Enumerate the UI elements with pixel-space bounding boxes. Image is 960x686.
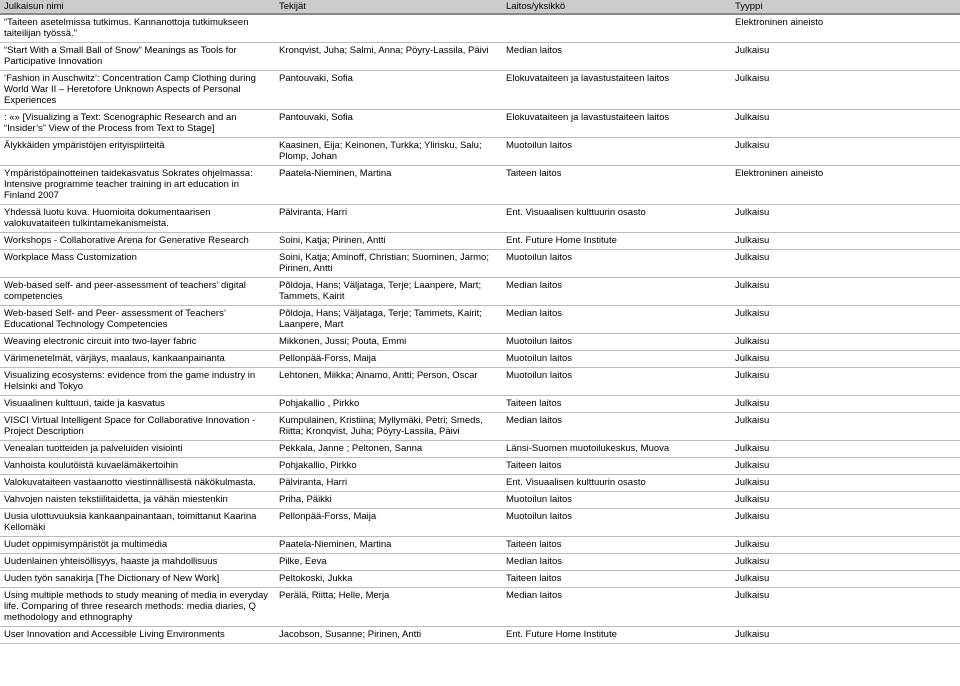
cell-department: Taiteen laitos xyxy=(502,458,731,475)
header-title[interactable]: Julkaisun nimi xyxy=(0,0,275,14)
cell-title[interactable]: Venealan tuotteiden ja palveluiden visiointi xyxy=(0,441,275,458)
cell-authors: Pekkala, Janne ; Peltonen, Sanna xyxy=(275,441,502,458)
cell-type: Julkaisu xyxy=(731,43,960,71)
cell-authors: Perälä, Riitta; Helle, Merja xyxy=(275,588,502,627)
table-row[interactable] xyxy=(0,14,960,43)
cell-authors: Kronqvist, Juha; Salmi, Anna; Pöyry-Lassila, Päivi xyxy=(275,43,502,71)
cell-type: Julkaisu xyxy=(731,396,960,413)
table-row[interactable] xyxy=(0,205,960,233)
cell-type: Julkaisu xyxy=(731,233,960,250)
table-row[interactable] xyxy=(0,492,960,509)
cell-authors: Pälviranta, Harri xyxy=(275,475,502,492)
table-row[interactable] xyxy=(0,334,960,351)
cell-title[interactable]: “Taiteen asetelmissa tutkimus. Kannanottoja tutkimukseen taiteilijan työssä.” xyxy=(0,14,275,43)
cell-title[interactable]: Värimenetelmät, värjäys, maalaus, kankaanpainanta xyxy=(0,351,275,368)
table-header xyxy=(0,0,960,14)
cell-type: Julkaisu xyxy=(731,458,960,475)
cell-title[interactable]: Uuden työn sanakirja [The Dictionary of New Work] xyxy=(0,571,275,588)
cell-title[interactable]: Visualizing ecosystems: evidence from the game industry in Helsinki and Tokyo xyxy=(0,368,275,396)
cell-department: Ent. Future Home Institute xyxy=(502,233,731,250)
cell-authors: Põldoja, Hans; Väljataga, Terje; Laanpere, Mart; Tammets, Kairit xyxy=(275,278,502,306)
table-row[interactable] xyxy=(0,278,960,306)
cell-title[interactable]: Ympäristöpainotteinen taidekasvatus Sokrates ohjelmassa: Intensive programme teacher training in art education in Finland 2007 xyxy=(0,166,275,205)
cell-authors: Soini, Katja; Aminoff, Christian; Suominen, Jarmo; Pirinen, Antti xyxy=(275,250,502,278)
table-row[interactable] xyxy=(0,554,960,571)
cell-type: Julkaisu xyxy=(731,306,960,334)
table-row[interactable] xyxy=(0,458,960,475)
cell-department: Muotoilun laitos xyxy=(502,351,731,368)
cell-department: Taiteen laitos xyxy=(502,166,731,205)
cell-title[interactable]: Workshops - Collaborative Arena for Generative Research xyxy=(0,233,275,250)
header-row xyxy=(0,0,960,14)
cell-department: Median laitos xyxy=(502,588,731,627)
cell-authors: Paatela-Nieminen, Martina xyxy=(275,166,502,205)
cell-department: Muotoilun laitos xyxy=(502,250,731,278)
table-row[interactable] xyxy=(0,368,960,396)
cell-type: Julkaisu xyxy=(731,537,960,554)
cell-title[interactable]: User Innovation and Accessible Living Environments xyxy=(0,627,275,644)
cell-type: Julkaisu xyxy=(731,368,960,396)
cell-type: Elektroninen aineisto xyxy=(731,166,960,205)
table-row[interactable] xyxy=(0,509,960,537)
cell-authors: Jacobson, Susanne; Pirinen, Antti xyxy=(275,627,502,644)
cell-type: Julkaisu xyxy=(731,441,960,458)
cell-type: Julkaisu xyxy=(731,110,960,138)
cell-department: Taiteen laitos xyxy=(502,537,731,554)
cell-title[interactable]: Vahvojen naisten tekstiilitaidetta, ja vähän miestenkin xyxy=(0,492,275,509)
cell-title[interactable]: Web-based Self- and Peer- assessment of Teachers’ Educational Technology Competencies xyxy=(0,306,275,334)
table-row[interactable] xyxy=(0,627,960,644)
table-row[interactable] xyxy=(0,43,960,71)
table-row[interactable] xyxy=(0,233,960,250)
cell-title[interactable]: : «» [Visualizing a Text: Scenographic Research and an “Insider’s” View of the Process from Text to Stage] xyxy=(0,110,275,138)
cell-department: Elokuvataiteen ja lavastustaiteen laitos xyxy=(502,110,731,138)
cell-title[interactable]: Web-based self- and peer-assessment of teachers’ digital competencies xyxy=(0,278,275,306)
cell-title[interactable]: Weaving electronic circuit into two-layer fabric xyxy=(0,334,275,351)
cell-authors: Kaasinen, Eija; Keinonen, Turkka; Ylirisku, Salu; Plomp, Johan xyxy=(275,138,502,166)
table-row[interactable] xyxy=(0,306,960,334)
cell-type: Julkaisu xyxy=(731,334,960,351)
cell-authors: Soini, Katja; Pirinen, Antti xyxy=(275,233,502,250)
cell-authors: Kumpulainen, Kristiina; Myllymäki, Petri; Smeds, Riitta; Kronqvist, Juha; Pöyry-Lassila, Päivi xyxy=(275,413,502,441)
cell-type: Julkaisu xyxy=(731,509,960,537)
cell-type: Julkaisu xyxy=(731,71,960,110)
cell-authors: Pohjakallio, Pirkko xyxy=(275,458,502,475)
cell-title[interactable]: Uudet oppimisympäristöt ja multimedia xyxy=(0,537,275,554)
cell-title[interactable]: Yhdessä luotu kuva. Huomioita dokumentaarisen valokuvataiteen tulkintamekanismeista. xyxy=(0,205,275,233)
table-row[interactable] xyxy=(0,413,960,441)
cell-department: Muotoilun laitos xyxy=(502,509,731,537)
cell-department xyxy=(502,14,731,43)
table-row[interactable] xyxy=(0,475,960,492)
cell-type: Julkaisu xyxy=(731,413,960,441)
cell-title[interactable]: Valokuvataiteen vastaanotto viestinnällisestä näkökulmasta. xyxy=(0,475,275,492)
table-body xyxy=(0,14,960,644)
cell-department: Ent. Future Home Institute xyxy=(502,627,731,644)
cell-authors: Peltokoski, Jukka xyxy=(275,571,502,588)
cell-type: Julkaisu xyxy=(731,205,960,233)
cell-type: Julkaisu xyxy=(731,627,960,644)
table-row[interactable] xyxy=(0,110,960,138)
cell-title[interactable]: Workplace Mass Customization xyxy=(0,250,275,278)
cell-department: Ent. Visuaalisen kulttuurin osasto xyxy=(502,205,731,233)
cell-authors: Lehtonen, Miikka; Ainamo, Antti; Person, Oscar xyxy=(275,368,502,396)
cell-authors: Pälviranta, Harri xyxy=(275,205,502,233)
cell-department: Median laitos xyxy=(502,278,731,306)
cell-authors: Pilke, Eeva xyxy=(275,554,502,571)
cell-title[interactable]: VISCI Virtual Intelligent Space for Collaborative Innovation - Project Description xyxy=(0,413,275,441)
cell-type: Julkaisu xyxy=(731,138,960,166)
cell-type: Julkaisu xyxy=(731,278,960,306)
cell-authors: Pantouvaki, Sofia xyxy=(275,71,502,110)
table-row[interactable] xyxy=(0,537,960,554)
cell-authors: Mikkonen, Jussi; Pouta, Emmi xyxy=(275,334,502,351)
cell-department: Taiteen laitos xyxy=(502,396,731,413)
cell-title[interactable]: “Start With a Small Ball of Snow” Meanings as Tools for Participative Innovation xyxy=(0,43,275,71)
cell-authors: Paatela-Nieminen, Martina xyxy=(275,537,502,554)
cell-title[interactable]: Using multiple methods to study meaning of media in everyday life. Comparing of three research methods: media diaries, Q methodology and ethnography xyxy=(0,588,275,627)
cell-department: Länsi-Suomen muotoilukeskus, Muova xyxy=(502,441,731,458)
header-type[interactable]: Tyyppi xyxy=(731,0,960,14)
table-row[interactable] xyxy=(0,571,960,588)
cell-title[interactable]: Uudenlainen yhteisöllisyys, haaste ja mahdollisuus xyxy=(0,554,275,571)
table-row[interactable] xyxy=(0,250,960,278)
cell-title[interactable]: Visuaalinen kulttuuri, taide ja kasvatus xyxy=(0,396,275,413)
cell-type: Julkaisu xyxy=(731,554,960,571)
cell-department: Median laitos xyxy=(502,554,731,571)
cell-title[interactable]: Älykkäiden ympäristöjen erityispiirteitä xyxy=(0,138,275,166)
cell-department: Muotoilun laitos xyxy=(502,138,731,166)
cell-type: Julkaisu xyxy=(731,475,960,492)
cell-department: Ent. Visuaalisen kulttuurin osasto xyxy=(502,475,731,492)
header-authors[interactable]: Tekijät xyxy=(275,0,502,14)
table-row[interactable] xyxy=(0,441,960,458)
cell-authors: Pellonpää-Forss, Maija xyxy=(275,509,502,537)
cell-type: Julkaisu xyxy=(731,588,960,627)
cell-authors: Priha, Päikki xyxy=(275,492,502,509)
cell-authors: Pohjakallio , Pirkko xyxy=(275,396,502,413)
cell-department: Median laitos xyxy=(502,43,731,71)
table-row[interactable] xyxy=(0,351,960,368)
cell-type: Julkaisu xyxy=(731,492,960,509)
header-department[interactable]: Laitos/yksikkö xyxy=(502,0,731,14)
cell-type: Julkaisu xyxy=(731,250,960,278)
cell-authors: Põldoja, Hans; Väljataga, Terje; Tammets, Kairit; Laanpere, Mart xyxy=(275,306,502,334)
cell-title[interactable]: Vanhoista koulutöistä kuvaelämäkertoihin xyxy=(0,458,275,475)
table-row[interactable] xyxy=(0,396,960,413)
cell-department: Taiteen laitos xyxy=(502,571,731,588)
cell-type: Julkaisu xyxy=(731,571,960,588)
cell-type: Elektroninen aineisto xyxy=(731,14,960,43)
cell-department: Median laitos xyxy=(502,306,731,334)
cell-department: Muotoilun laitos xyxy=(502,492,731,509)
cell-authors xyxy=(275,14,502,43)
table-row[interactable] xyxy=(0,138,960,166)
cell-title[interactable]: ‘Fashion in Auschwitz’: Concentration Camp Clothing during World War II – Heretofore Unknown Aspects of Personal Experiences xyxy=(0,71,275,110)
table-row[interactable] xyxy=(0,588,960,627)
cell-title[interactable]: Uusia ulottuvuuksia kankaanpainantaan, toimittanut Kaarina Kellomäki xyxy=(0,509,275,537)
cell-authors: Pantouvaki, Sofia xyxy=(275,110,502,138)
cell-department: Elokuvataiteen ja lavastustaiteen laitos xyxy=(502,71,731,110)
table-row[interactable] xyxy=(0,166,960,205)
cell-type: Julkaisu xyxy=(731,351,960,368)
cell-department: Muotoilun laitos xyxy=(502,368,731,396)
cell-department: Muotoilun laitos xyxy=(502,334,731,351)
cell-authors: Pellonpää-Forss, Maija xyxy=(275,351,502,368)
table-row[interactable] xyxy=(0,71,960,110)
cell-department: Median laitos xyxy=(502,413,731,441)
